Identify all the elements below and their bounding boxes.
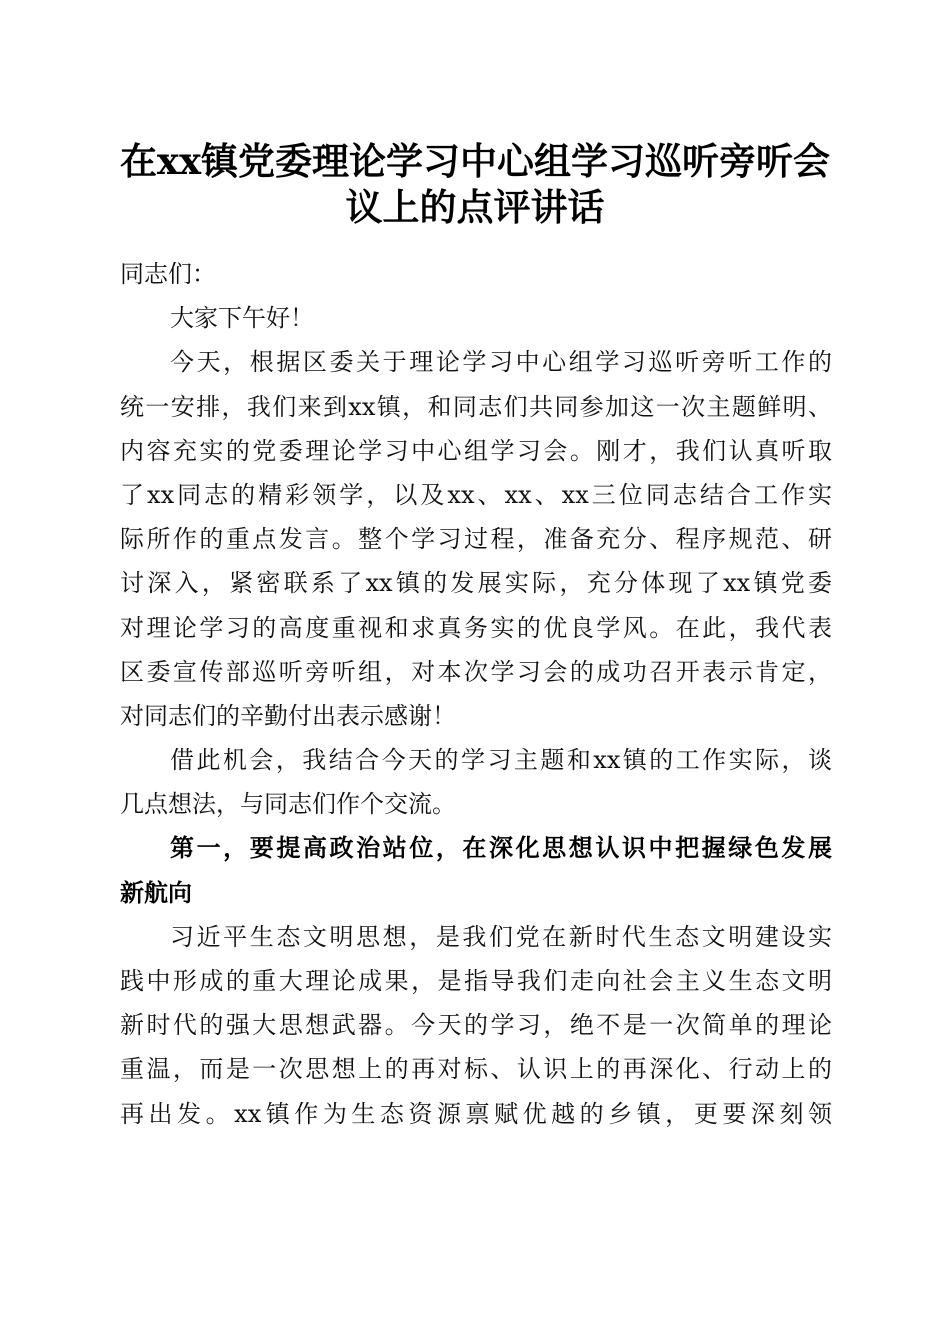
paragraph-line: 了xx同志的精彩领学，以及xx、xx、xx三位同志结合工作实 — [120, 480, 832, 509]
greeting: 大家下午好！ — [170, 304, 314, 333]
paragraph-line: 几点想法，与同志们作个交流。 — [120, 790, 456, 819]
salutation: 同志们： — [120, 260, 216, 288]
document-body — [120, 252, 832, 1136]
paragraph-line: 新时代的强大思想武器。今天的学习，绝不是一次简单的理论 — [120, 1011, 832, 1040]
paragraph-line: 对理论学习的高度重视和求真务实的优良学风。在此，我代表 — [120, 613, 832, 642]
section-heading-line: 新航向 — [120, 877, 192, 907]
paragraph-line: 重温，而是一次思想上的再对标、认识上的再深化、行动上的 — [120, 1055, 832, 1084]
paragraph-line: 借此机会，我结合今天的学习主题和xx镇的工作实际，谈 — [170, 746, 832, 775]
paragraph-line: 际所作的重点发言。整个学习过程，准备充分、程序规范、研 — [120, 525, 832, 554]
document-title-line-1: 在xx镇党委理论学习中心组学习巡听旁听会 — [119, 139, 831, 183]
paragraph-line: 今天，根据区委关于理论学习中心组学习巡听旁听工作的 — [170, 348, 832, 377]
paragraph-line: 践中形成的重大理论成果，是指导我们走向社会主义生态文明 — [120, 967, 832, 995]
document-title-line-2: 议上的点评讲话 — [345, 185, 605, 229]
paragraph-line: 讨深入，紧密联系了xx镇的发展实际，充分体现了xx镇党委 — [120, 569, 832, 598]
section-heading-line: 第一，要提高政治站位，在深化思想认识中把握绿色发展 — [170, 833, 832, 863]
paragraph-line: 再出发。xx镇作为生态资源禀赋优越的乡镇，更要深刻领 — [120, 1099, 832, 1128]
paragraph-line: 区委宣传部巡听旁听组，对本次学习会的成功召开表示肯定， — [120, 657, 832, 686]
paragraph-line: 统一安排，我们来到xx镇，和同志们共同参加这一次主题鲜明、 — [120, 392, 832, 421]
paragraph-line: 对同志们的辛勤付出表示感谢！ — [120, 701, 456, 730]
paragraph-line: 内容充实的党委理论学习中心组学习会。刚才，我们认真听取 — [120, 436, 832, 465]
paragraph-line: 习近平生态文明思想，是我们党在新时代生态文明建设实 — [170, 922, 832, 951]
